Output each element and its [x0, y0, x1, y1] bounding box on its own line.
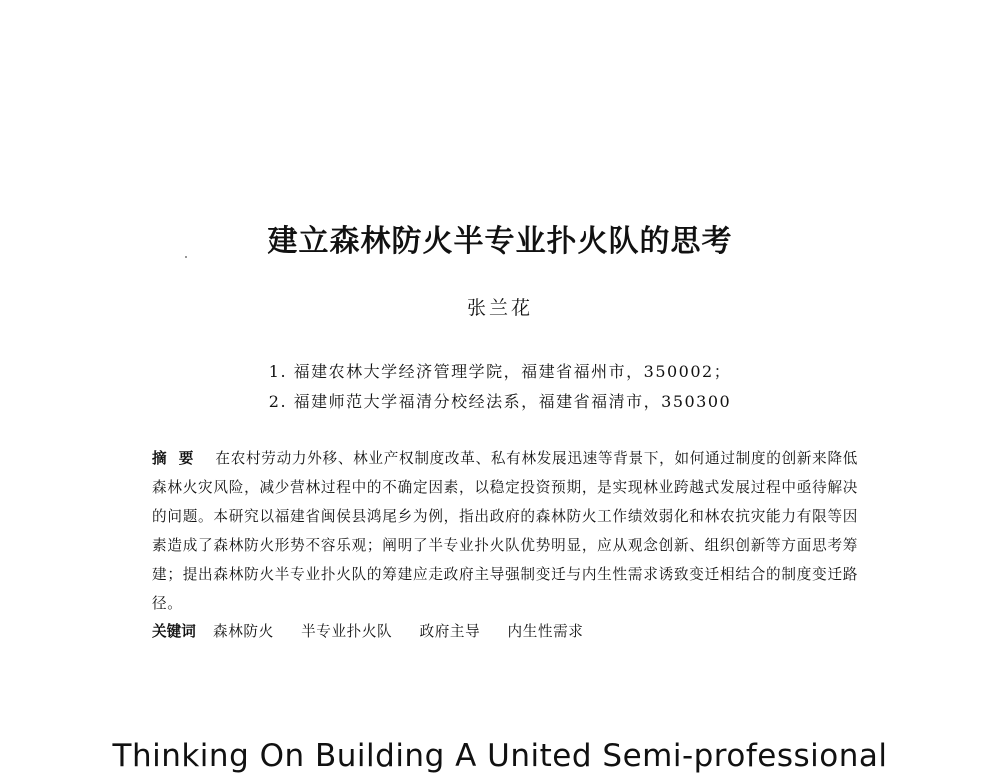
- keyword-item: 半专业扑火队: [301, 623, 393, 640]
- abstract-text: 在农村劳动力外移、林业产权制度改革、私有林发展迅速等背景下，如何通过制度的创新来降低森林火灾风险，减少营林过程中的不确定因素，以稳定投资预期，是实现林业跨越式发展过程中亟待解决的问题。本研究以福建省闽侯县鸿尾乡为例，指出政府的森林防火工作绩效弱化和林农抗灾能力有限等因素造成了森林防火形势不容乐观；阐明了半专业扑火队优势明显，应从观念创新、组织创新等方面思考筹建；提出森林防火半专业扑火队的筹建应走政府主导强制变迁与内生性需求诱致变迁相结合的制度变迁路径。: [152, 450, 858, 612]
- author-name: 张兰花: [466, 297, 533, 319]
- english-title: Thinking On Building A United Semi-professional: [112, 738, 888, 774]
- affiliation-1: 1. 福建农林大学经济管理学院，福建省福州市，350002；: [268, 362, 732, 381]
- keywords-label: 关键词: [152, 623, 196, 640]
- abstract-label: 摘要: [152, 450, 206, 467]
- keywords: [152, 618, 858, 646]
- paper-title: 建立森林防火半专业扑火队的思考: [267, 224, 733, 259]
- keyword-item: 森林防火: [213, 623, 274, 640]
- keyword-item: 政府主导: [419, 623, 481, 640]
- abstract: [152, 444, 858, 618]
- affiliation-2: 2. 福建师范大学福清分校经法系，福建省福清市，350300: [268, 392, 732, 411]
- keyword-item: 内生性需求: [507, 623, 584, 640]
